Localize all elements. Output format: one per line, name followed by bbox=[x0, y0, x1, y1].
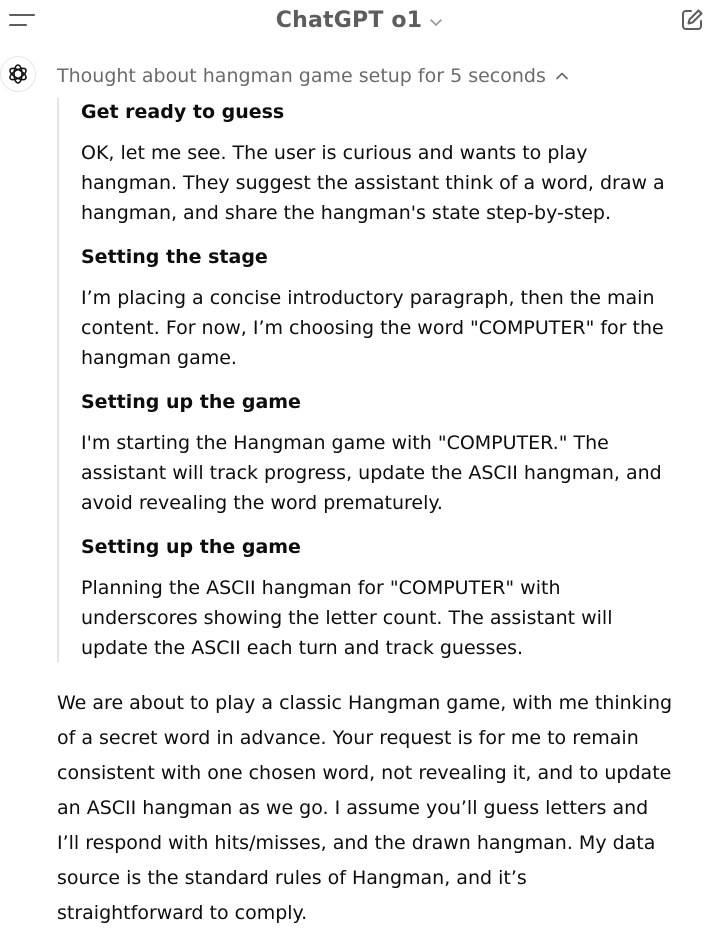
step-title: Setting the stage bbox=[81, 246, 268, 268]
step-line: content. For now, I’m choosing the word "COMPUTER" for the bbox=[81, 317, 664, 339]
step-text bbox=[81, 283, 706, 373]
response-line: source is the standard rules of Hangman, and it’s bbox=[57, 867, 527, 889]
step-title: Setting up the game bbox=[81, 391, 301, 413]
step-title: Get ready to guess bbox=[81, 101, 285, 123]
thought-summary: Thought about hangman game setup for 5 seconds bbox=[57, 65, 546, 87]
openai-logo-icon bbox=[6, 62, 30, 86]
step-line: update the ASCII each turn and track guesses. bbox=[81, 637, 524, 659]
step-line: Planning the ASCII hangman for "COMPUTER" with bbox=[81, 577, 561, 599]
top-bar bbox=[0, 0, 720, 40]
step-line: assistant will track progress, update the ASCII hangman, and bbox=[81, 462, 662, 484]
step-line: hangman game. bbox=[81, 347, 237, 369]
step-line: avoid revealing the word prematurely. bbox=[81, 492, 443, 514]
step-line: OK, let me see. The user is curious and wants to play bbox=[81, 142, 588, 164]
chevron-down-icon bbox=[428, 14, 444, 30]
step-text bbox=[81, 138, 706, 228]
step-title: Setting up the game bbox=[81, 536, 301, 558]
response-line: I’ll respond with hits/misses, and the drawn hangman. My data bbox=[57, 832, 656, 854]
new-chat-edit-icon[interactable] bbox=[678, 6, 706, 34]
chevron-up-icon bbox=[554, 68, 570, 84]
step-line: I'm starting the Hangman game with "COMPUTER." The bbox=[81, 432, 609, 454]
response-line: of a secret word in advance. Your request is for me to remain bbox=[57, 727, 639, 749]
assistant-avatar bbox=[0, 56, 36, 92]
thought-toggle[interactable] bbox=[57, 63, 570, 89]
response-line: consistent with one chosen word, not revealing it, and to update bbox=[57, 762, 672, 784]
model-selector[interactable] bbox=[0, 4, 720, 36]
assistant-response bbox=[57, 686, 719, 931]
step-line: hangman, and share the hangman's state step-by-step. bbox=[81, 202, 612, 224]
response-line: straightforward to comply. bbox=[57, 902, 308, 924]
response-line: We are about to play a classic Hangman game, with me thinking bbox=[57, 692, 673, 714]
step-line: I’m placing a concise introductory paragraph, then the main bbox=[81, 287, 655, 309]
step-text bbox=[81, 573, 706, 663]
model-title: ChatGPT o1 bbox=[275, 7, 423, 33]
step-text bbox=[81, 428, 706, 518]
response-line: an ASCII hangman as we go. I assume you’ll guess letters and bbox=[57, 797, 649, 819]
thought-panel bbox=[57, 98, 707, 662]
step-line: hangman. They suggest the assistant think of a word, draw a bbox=[81, 172, 665, 194]
step-line: underscores showing the letter count. The assistant will bbox=[81, 607, 613, 629]
